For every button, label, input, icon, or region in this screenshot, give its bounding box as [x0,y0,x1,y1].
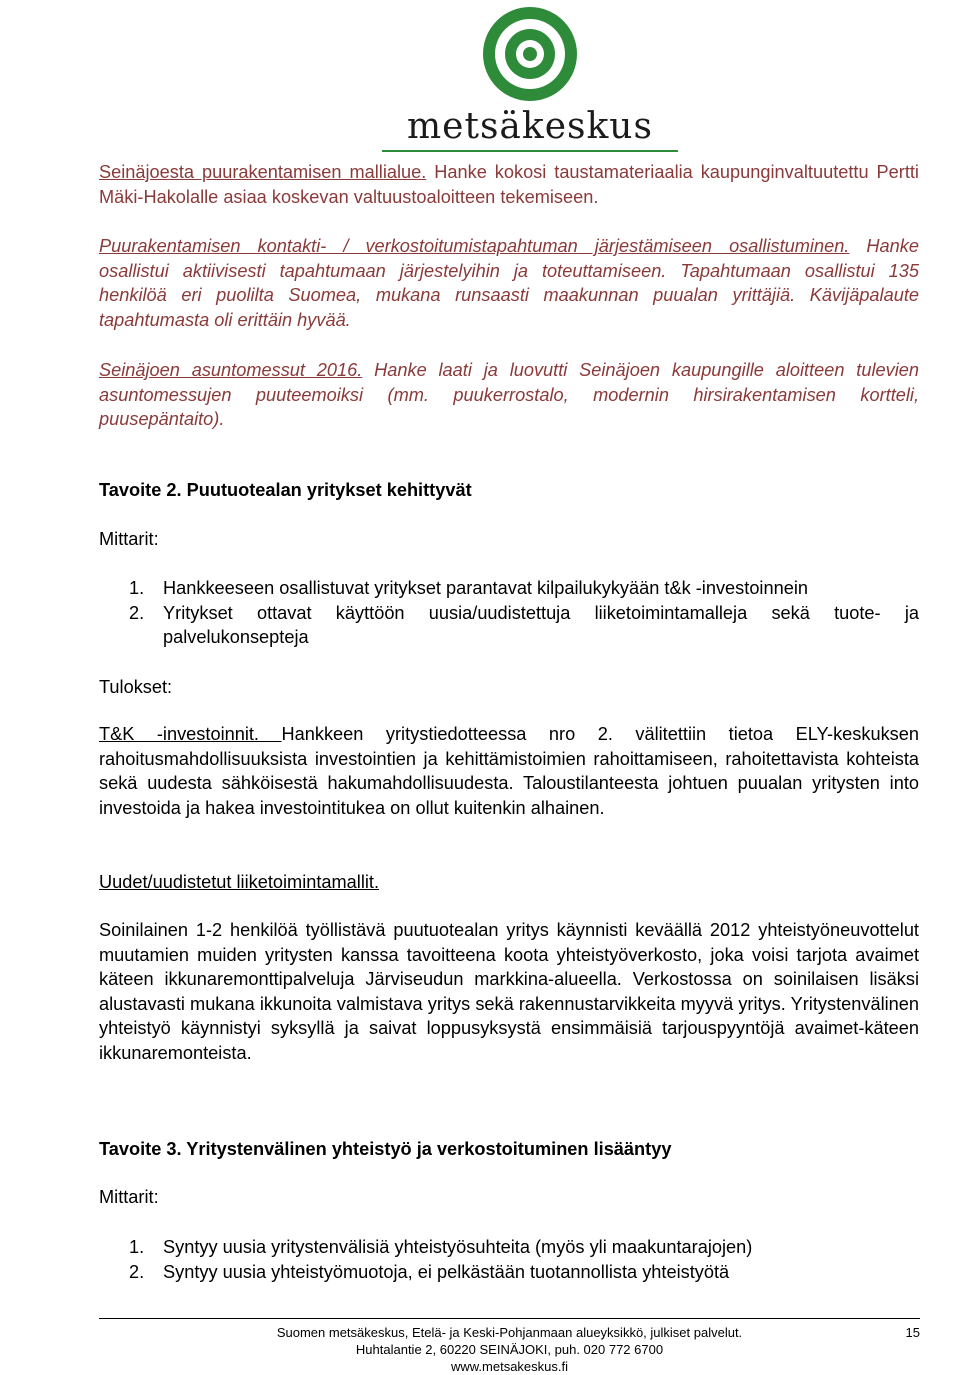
paragraph-text: Hanke laati ja luovutti Seinäjoen kaupungille aloitteen tulevien asuntomessujen puuteemoiksi (mm. puukerrostalo, modernin hirsirakentamisen kortteli, puusepäntaito). [99,360,919,429]
list-item [129,1260,919,1285]
tk-investoinnit-heading: T&K -investoinnit. [99,724,282,744]
paragraph-mallialue [99,160,919,209]
list-text: Yritykset ottavat käyttöön uusia/uudistettuja liiketoimintamalleja sekä tuote- ja palvelukonsepteja [163,602,919,647]
list-item [129,1235,919,1260]
link-mallialue[interactable]: Seinäjoesta puurakentamisen mallialue. [99,162,427,182]
paragraph-verkostoitumistapahtuma [99,234,919,332]
list-item [129,601,919,650]
list-number: 1. [129,1237,145,1257]
list-text: Syntyy uusia yhteistyömuotoja, ei pelkästään tuotannollista yhteistyötä [163,1261,730,1282]
footer-divider [99,1318,920,1319]
link-asuntomessut[interactable]: Seinäjoen asuntomessut 2016. [99,360,363,380]
list-text: Syntyy uusia yritystenvälisiä yhteistyösuhteita (myös yli maakuntarajojen) [163,1237,753,1257]
paragraph-text: Hankkeen yritystiedotteessa nro 2. välitettiin tietoa ELY-keskuksen rahoitusmahdollisuuksista investointien ja kehittämistoimien rahoittamiseen, rahoitettavista kohteista sekä uudesta sähköisestä hakumahdollisuudesta. Taloustilanteesta johtuen puualan yritysten into investoida ja hakea investointitukea on ollut kuitenkin alhainen. [99,724,920,818]
list-number: 2. [129,602,145,623]
goal2-tulokset-label: Tulokset: [99,677,173,697]
link-verkostoitumistapahtuma[interactable]: Puurakentamisen kontakti- / verkostoitumistapahtuman järjestämiseen osallistuminen. [99,236,850,256]
paragraph-soinilainen: Soinilainen 1-2 henkilöä työllistävä puutuotealan yritys käynnisti keväällä 2012 yhteistyöneuvottelut muutamien muiden yritysten kanssa tavoitteena koota yhteistyöverkosto, joka voisi tarjota avaimet käteen ikkunaremonttipalveluja Järviseudun markkina-alueella. Verkostossa on soinilaisen lisäksi alustavasti mukana ikkunoita valmistava yritys sekä rakennustarvikkeita myyvä yritys. Yritystenvälinen yhteistyö käynnistyi syksyllä ja saivat loppusyksystä ensimmäisiä tarjouspyyntöjä avaimet-käteen ikkunaremonteista. [99,920,919,1063]
models-heading: Uudet/uudistetut liiketoimintamallit. [99,872,380,892]
list-number: 2. [129,1261,145,1282]
footer-line-organization: Suomen metsäkeskus, Etelä- ja Keski-Pohjanmaan alueyksikkö, julkiset palvelut. [276,1325,743,1340]
paragraph-asuntomessut [99,358,919,432]
logo-underline [382,150,678,152]
list-item [129,576,919,601]
list-number: 1. [129,578,145,598]
footer-line-website[interactable]: www.metsakeskus.fi [450,1359,569,1374]
paragraph-tk-investoinnit [99,722,919,820]
target-rings-icon [480,4,580,104]
goal3-list [129,1235,919,1284]
paragraph-text: Hanke osallistui aktiivisesti tapahtumaan järjestelyihin ja toteuttamiseen. Tapahtumaan osallistui 135 henkilöä eri puolilta Suomea, mukana runsaasti maakunnan puualan yrittäjiä. Kävijäpalaute tapahtumasta oli erittäin hyvää. [99,236,919,330]
page-footer [99,1324,920,1375]
logo-wordmark: metsäkeskus [407,106,653,147]
page-number: 15 [905,1325,920,1340]
footer-line-address: Huhtalantie 2, 60220 SEINÄJOKI, puh. 020 772 6700 [355,1342,664,1357]
list-text: Hankkeeseen osallistuvat yritykset parantavat kilpailukykyään t&k -investoinnein [163,578,808,598]
goal2-mittarit-label: Mittarit: [99,529,159,549]
goal3-heading: Tavoite 3. Yritystenvälinen yhteistyö ja verkostoituminen lisääntyy [99,1139,672,1159]
goal3-mittarit-label: Mittarit: [99,1187,159,1207]
paragraph-text: Hanke kokosi taustamateriaalia kaupunginvaltuutettu Pertti Mäki-Hakolalle asiaa koskevan valtuustoaloitteen tekemiseen. [99,162,919,207]
metsakeskus-logo [380,4,680,154]
goal2-heading: Tavoite 2. Puutuotealan yritykset kehittyvät [99,480,472,500]
goal2-list [129,576,919,650]
